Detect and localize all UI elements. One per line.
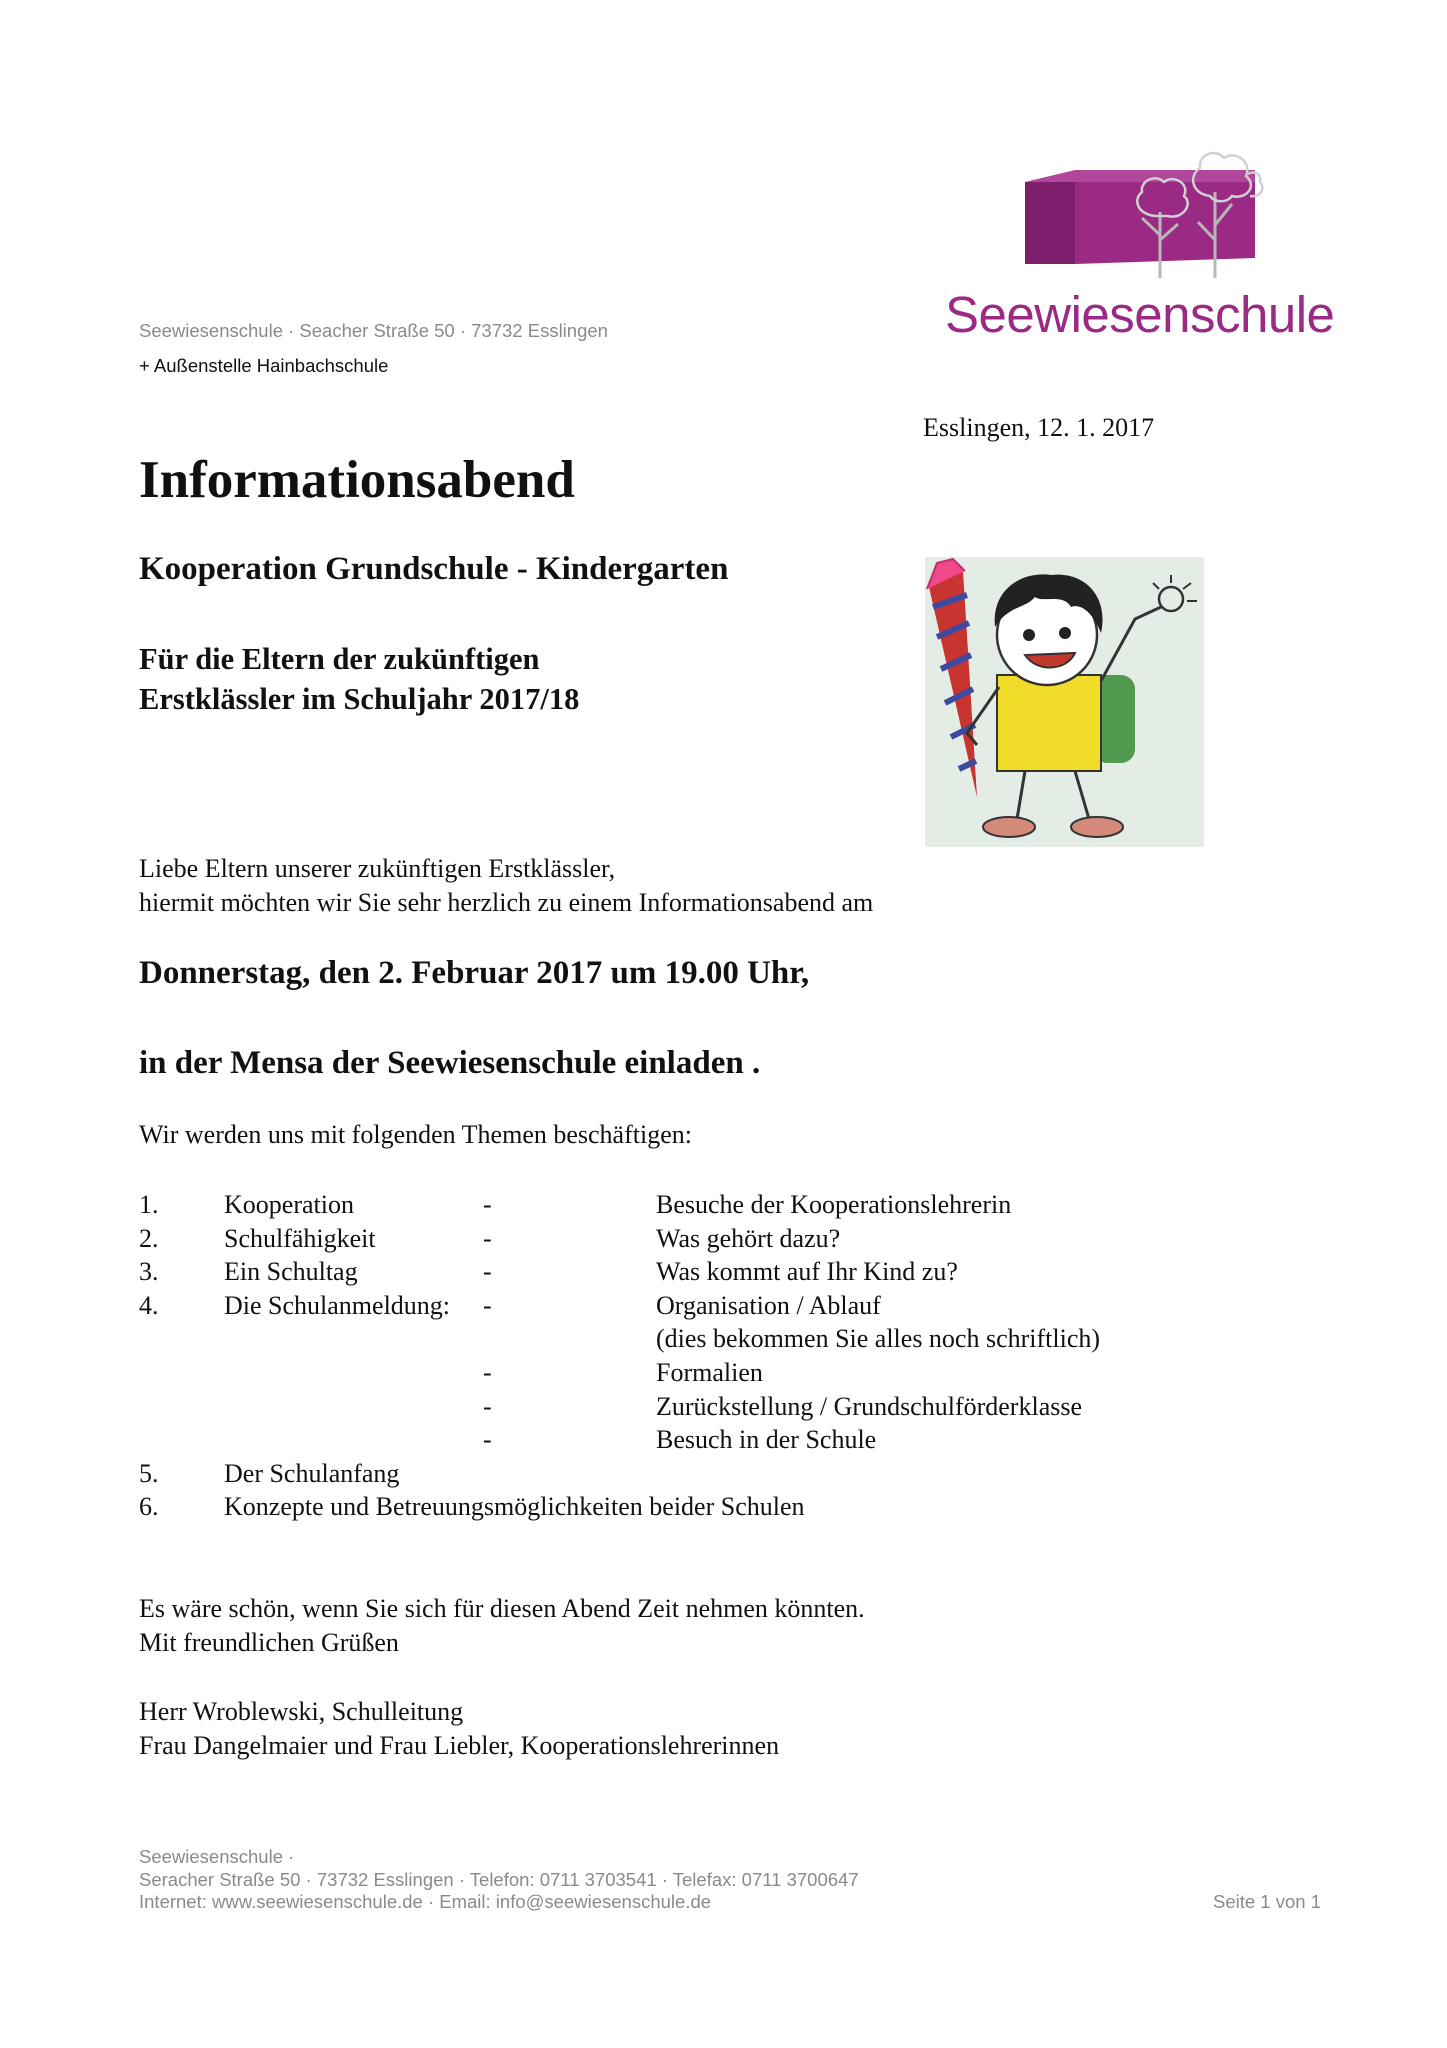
topic-dash: - bbox=[483, 1190, 492, 1219]
topic-description: Besuch in der Schule bbox=[656, 1425, 877, 1455]
logo-box-front bbox=[1075, 182, 1255, 264]
event-place: in der Mensa der Seewiesenschule einladen . bbox=[139, 1045, 761, 1081]
logo-box-top bbox=[1025, 170, 1255, 182]
letter-date: Esslingen, 12. 1. 2017 bbox=[923, 413, 1155, 442]
target-group bbox=[139, 639, 579, 719]
topic-name: Ein Schultag bbox=[224, 1257, 358, 1287]
topic-dash: - bbox=[483, 1257, 492, 1287]
target-line-1: Für die Eltern der zukünftigen bbox=[139, 642, 540, 676]
topic-name: Konzepte und Betreuungsmöglichkeiten beider Schulen bbox=[224, 1492, 805, 1522]
topic-number: 2. bbox=[139, 1223, 159, 1253]
subtitle: Kooperation Grundschule - Kindergarten bbox=[139, 551, 729, 587]
closing-line-1: Es wäre schön, wenn Sie sich für diesen Abend Zeit nehmen könnten. bbox=[139, 1594, 865, 1623]
topic-name: Kooperation bbox=[224, 1190, 354, 1219]
logo-box-side bbox=[1025, 182, 1075, 264]
signature-line-1: Herr Wroblewski, Schulleitung bbox=[139, 1697, 464, 1726]
target-line-2: Erstklässler im Schuljahr 2017/18 bbox=[139, 682, 580, 716]
intro-line-1: Liebe Eltern unserer zukünftigen Erstklässler, bbox=[139, 854, 616, 883]
topic-name: Die Schulanmeldung: bbox=[224, 1290, 451, 1320]
closing-line-2: Mit freundlichen Grüßen bbox=[139, 1628, 399, 1657]
footer-line-2: Seracher Straße 50 · 73732 Esslingen · Telefon: 0711 3703541 · Telefax: 0711 3700647 bbox=[139, 1868, 859, 1890]
topic-description: Organisation / Ablauf bbox=[656, 1290, 881, 1320]
intro-line-2: hiermit möchten wir Sie sehr herzlich zu einem Informationsabend am bbox=[139, 888, 874, 917]
topic-description: Was gehört dazu? bbox=[656, 1223, 841, 1253]
topic-description: Was kommt auf Ihr Kind zu? bbox=[656, 1257, 958, 1287]
intro-paragraph bbox=[139, 852, 873, 920]
signature-block bbox=[139, 1695, 779, 1763]
topic-description: Besuche der Kooperationslehrerin bbox=[656, 1190, 1012, 1219]
signature-line-2: Frau Dangelmaier und Frau Liebler, Kooperationslehrerinnen bbox=[139, 1731, 780, 1760]
topic-description: (dies bekommen Sie alles noch schriftlich) bbox=[656, 1324, 1101, 1354]
topic-description: Formalien bbox=[656, 1357, 763, 1387]
topic-dash: - bbox=[483, 1425, 492, 1455]
page-title: Informationsabend bbox=[139, 451, 575, 509]
topic-dash: - bbox=[483, 1223, 492, 1253]
topic-dash: - bbox=[483, 1357, 492, 1387]
child-drawing-illustration bbox=[925, 557, 1204, 847]
topic-number: 5. bbox=[139, 1458, 159, 1488]
event-date: Donnerstag, den 2. Februar 2017 um 19.00 Uhr, bbox=[139, 955, 810, 991]
topic-number: 6. bbox=[139, 1492, 159, 1522]
topic-number: 1. bbox=[139, 1190, 159, 1219]
page-number: Seite 1 von 1 bbox=[1213, 1891, 1321, 1912]
topic-number: 4. bbox=[139, 1290, 159, 1320]
sender-address: Seewiesenschule · Seacher Straße 50 · 73732 Esslingen bbox=[139, 320, 608, 341]
topics-intro: Wir werden uns mit folgenden Themen beschäftigen: bbox=[139, 1120, 692, 1149]
closing-paragraph bbox=[139, 1592, 865, 1660]
branch-line: + Außenstelle Hainbachschule bbox=[139, 355, 389, 376]
footer-line-3: Internet: www.seewiesenschule.de · Email: info@seewiesenschule.de bbox=[139, 1891, 712, 1912]
topic-dash: - bbox=[483, 1290, 492, 1320]
topic-number: 3. bbox=[139, 1257, 159, 1287]
footer-line-1: Seewiesenschule · bbox=[139, 1846, 295, 1867]
logo-wordmark: Seewiesenschule bbox=[945, 286, 1335, 343]
topic-name: Schulfähigkeit bbox=[224, 1223, 376, 1253]
drawing-graphic bbox=[925, 557, 1204, 847]
topic-dash: - bbox=[483, 1391, 492, 1421]
topic-description: Zurückstellung / Grundschulförderklasse bbox=[656, 1391, 1083, 1421]
topic-name: Der Schulanfang bbox=[224, 1458, 400, 1488]
footer-address bbox=[139, 1846, 859, 1914]
